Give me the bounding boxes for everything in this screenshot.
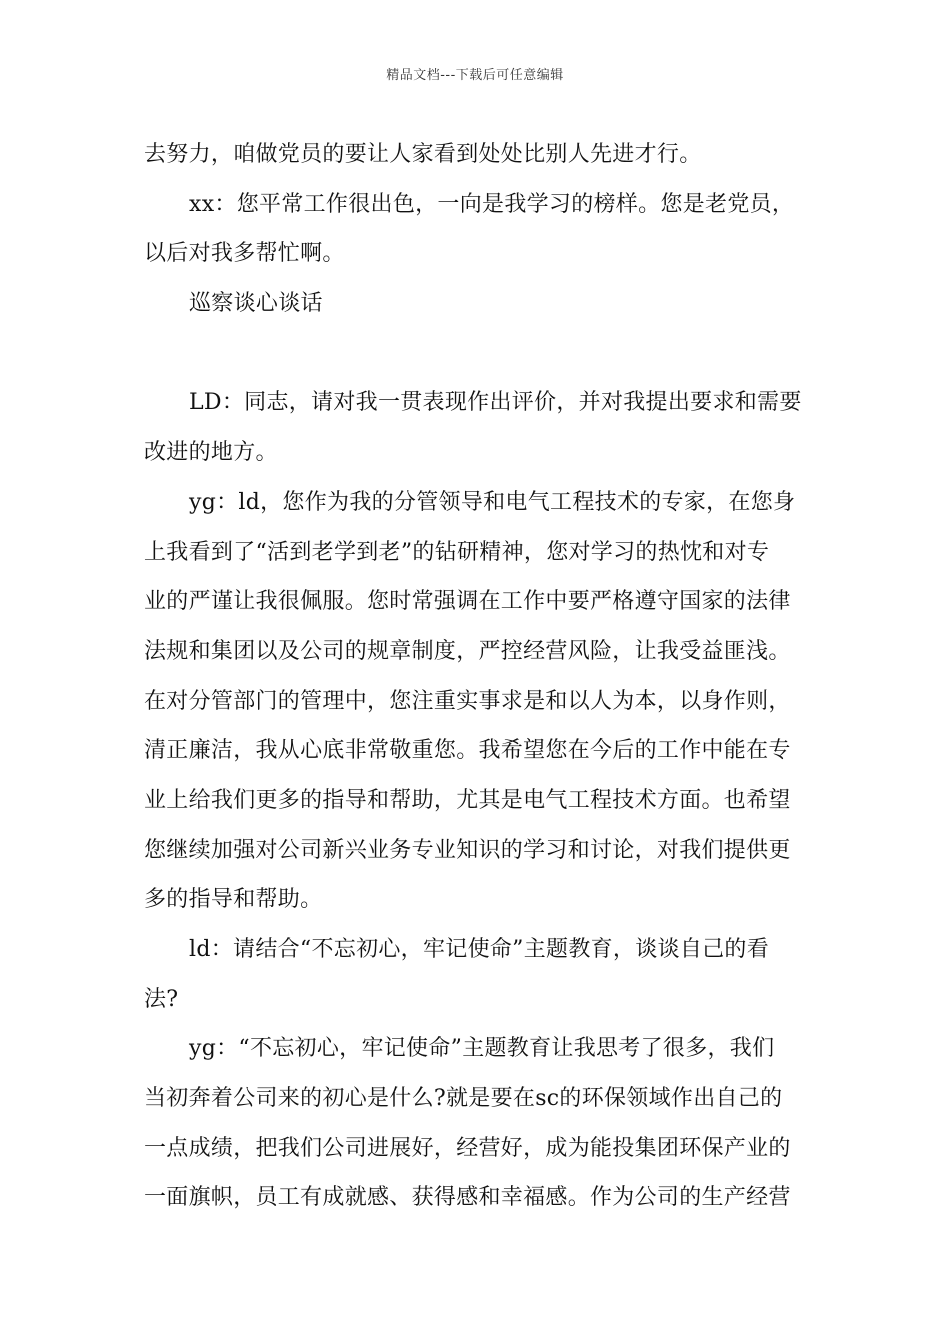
text-line-22: 一面旗帜，员工有成就感、获得感和幸福感。作为公司的生产经营 bbox=[144, 1185, 791, 1211]
page-header: 精品文档---下载后可任意编辑 bbox=[386, 68, 564, 83]
text-line-16: 多的指导和帮助。 bbox=[144, 887, 323, 913]
text-line-21: 一点成绩，把我们公司进展好，经营好，成为能投集团环保产业的 bbox=[144, 1135, 791, 1161]
text-line-17: ld：请结合“不忘初心，牢记使命”主题教育，谈谈自己的看 bbox=[189, 937, 770, 962]
text-line-14: 业上给我们更多的指导和帮助，尤其是电气工程技术方面。也希望 bbox=[144, 787, 791, 813]
text-line-13: 清正廉洁，我从心底非常敬重您。我希望您在今后的工作中能在专 bbox=[144, 738, 791, 764]
text-line-9: 上我看到了“活到老学到老”的钻研精神，您对学习的热忱和对专 bbox=[144, 539, 770, 565]
text-line-18: 法? bbox=[144, 986, 179, 1012]
blank-line bbox=[144, 329, 809, 379]
text-line-3: 以后对我多帮忙啊。 bbox=[144, 241, 345, 267]
text-line-11: 法规和集团以及公司的规章制度，严控经营风险，让我受益匪浅。 bbox=[144, 638, 791, 664]
text-line-10: 业的严谨让我很佩服。您时常强调在工作中要严格遵守国家的法律 bbox=[144, 589, 791, 615]
text-line-12: 在对分管部门的管理中，您注重实事求是和以人为本，以身作则， bbox=[144, 688, 791, 714]
text-line-20: 当初奔着公司来的初心是什么?就是要在sc的环保领域作出自己的 bbox=[144, 1086, 783, 1112]
section-heading: 巡察谈心谈话 bbox=[189, 291, 323, 317]
text-line-19: yg：“不忘初心，牢记使命”主题教育让我思考了很多，我们 bbox=[189, 1036, 775, 1062]
text-line-2: xx：您平常工作很出色，一向是我学习的榜样。您是老党员， bbox=[189, 191, 795, 217]
text-line-7: 改进的地方。 bbox=[144, 440, 278, 466]
document-body bbox=[144, 130, 809, 1223]
text-line-8: yg：ld，您作为我的分管领导和电气工程技术的专家，在您身 bbox=[189, 489, 796, 515]
text-line-1: 去努力，咱做党员的要让人家看到处处比别人先进才行。 bbox=[144, 142, 702, 167]
text-line-6: LD：同志，请对我一贯表现作出评价，并对我提出要求和需要 bbox=[189, 390, 802, 416]
text-line-15: 您继续加强对公司新兴业务专业知识的学习和讨论，对我们提供更 bbox=[144, 837, 791, 863]
